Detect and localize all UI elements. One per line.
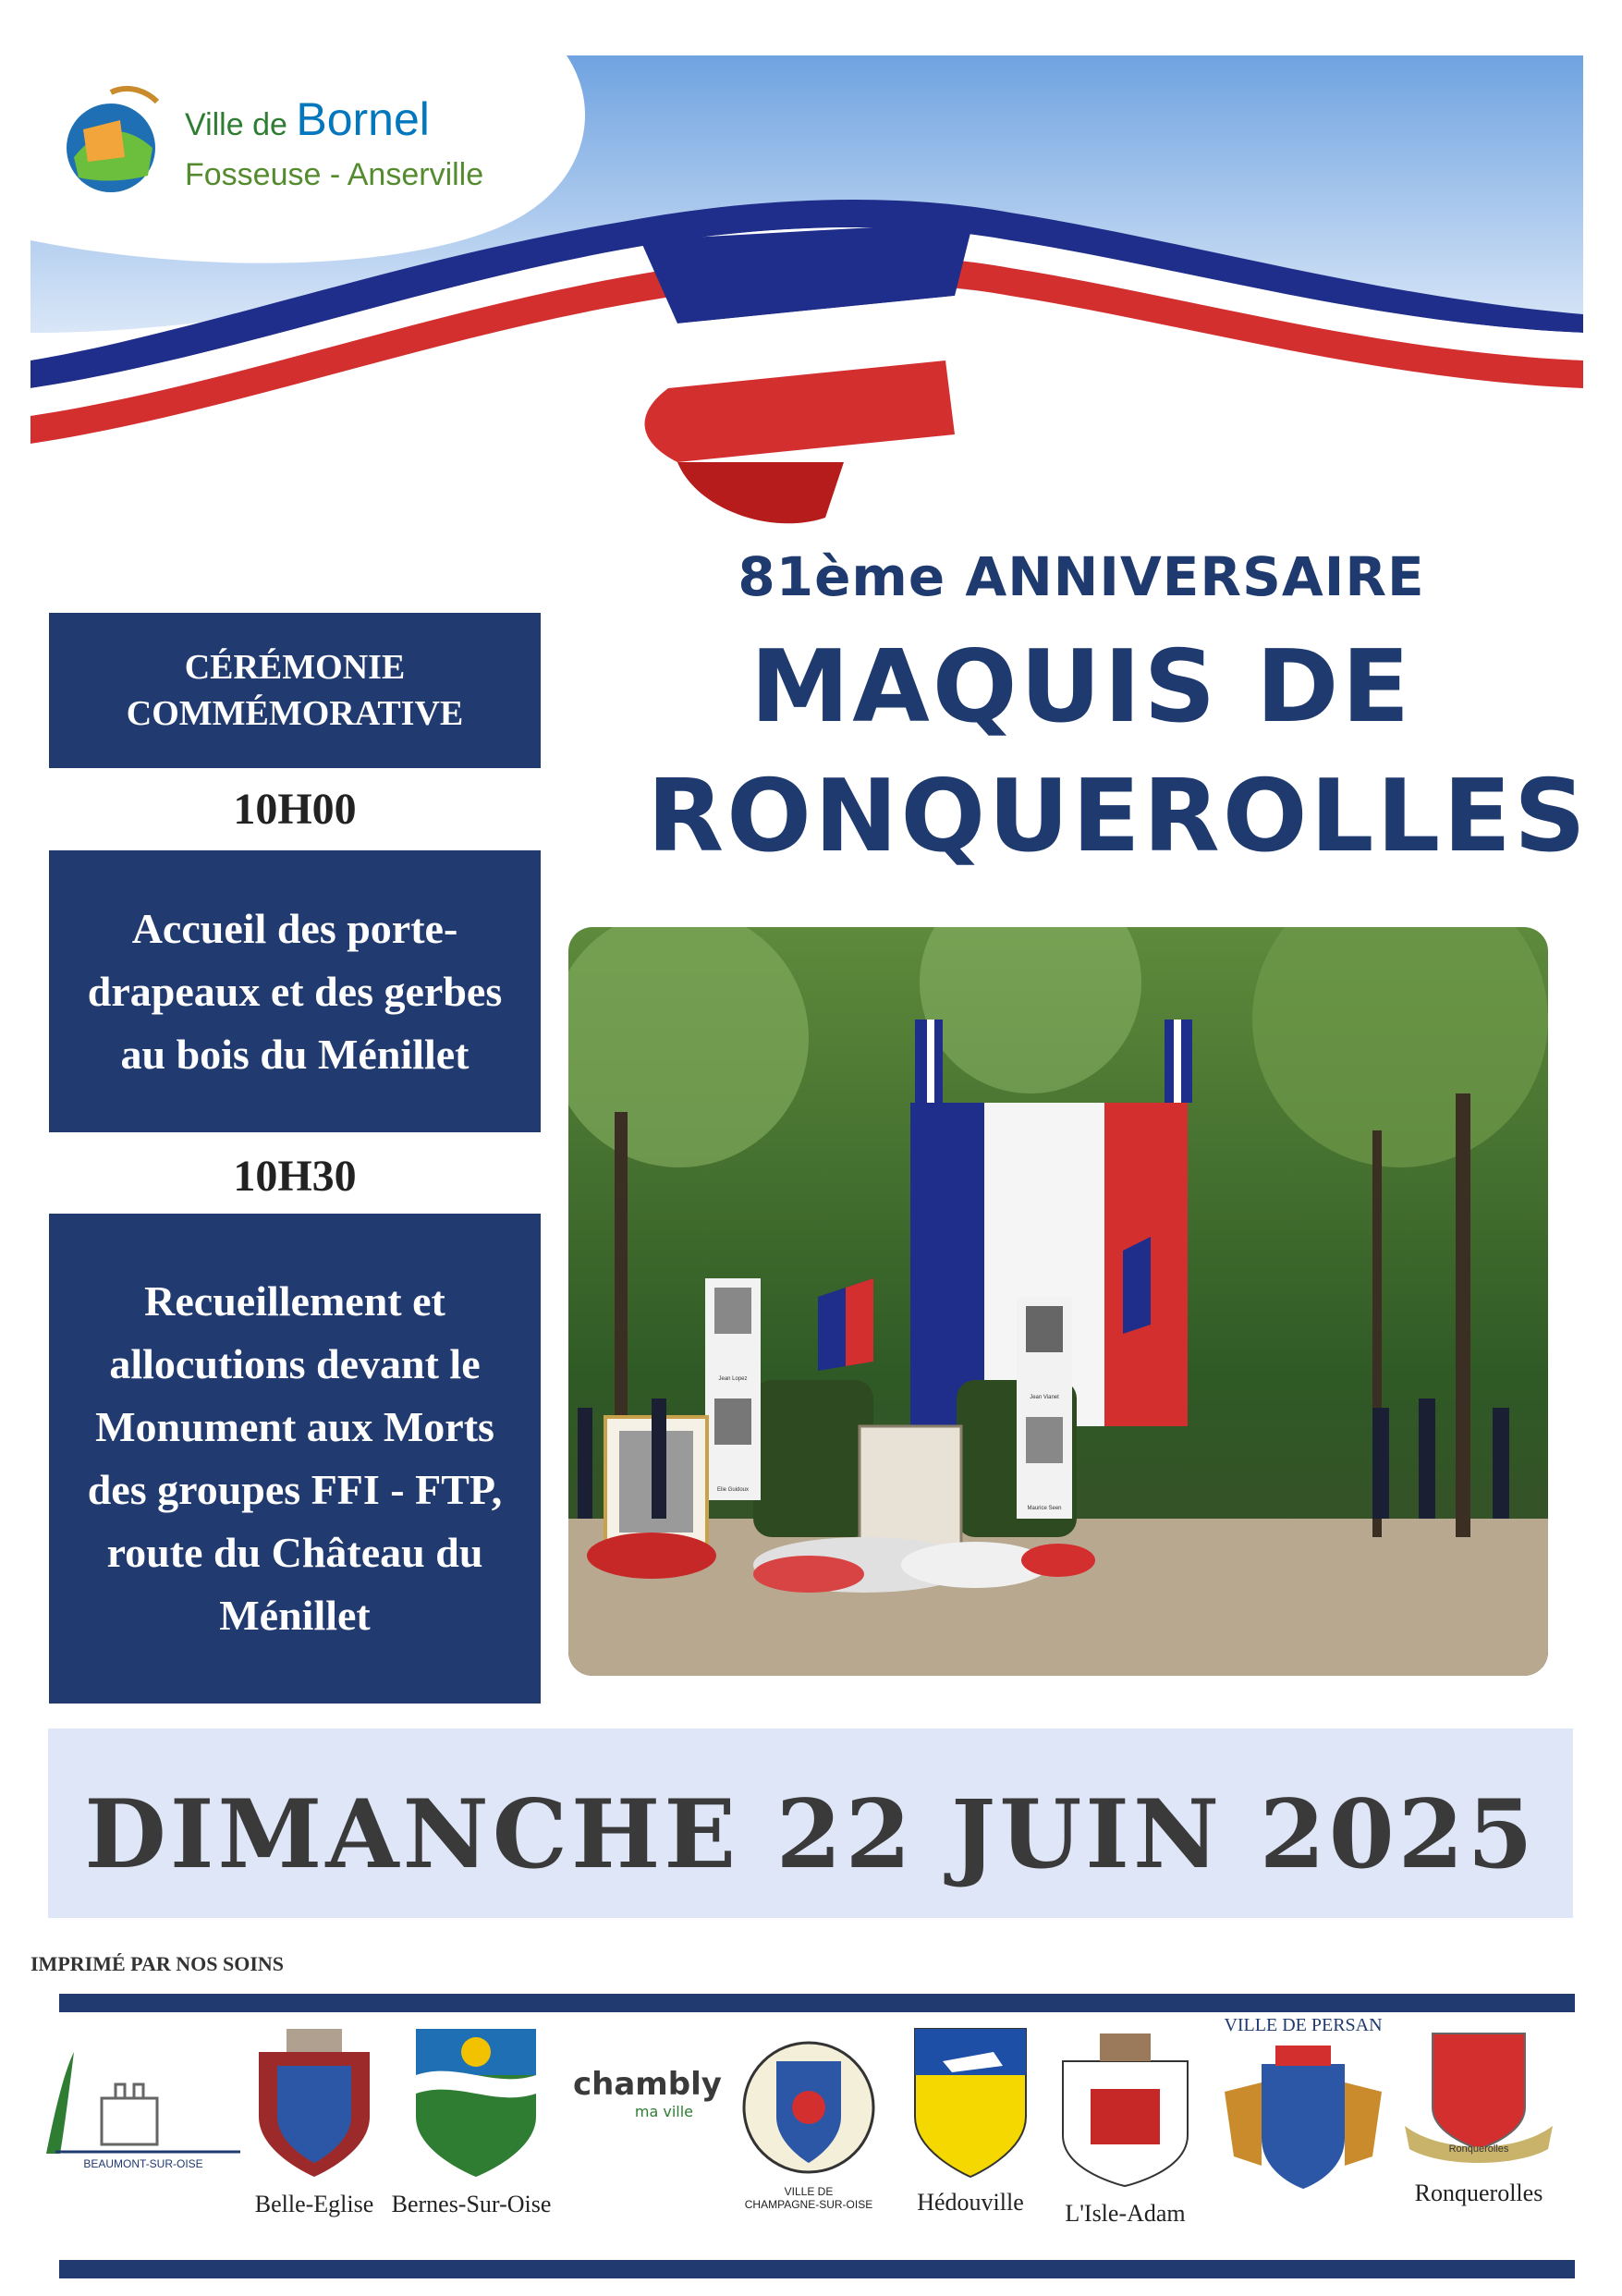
sponsor-chambly: [573, 2066, 722, 2140]
sponsor-champagne: [730, 2033, 887, 2237]
bornel-emblem-icon: [46, 74, 176, 203]
logo-town-name: Bornel: [296, 93, 430, 145]
champagne-crest-icon: [730, 2033, 887, 2181]
belle-eglise-label: Belle-Eglise: [254, 2191, 374, 2217]
logo-subtitle: Fosseuse - Anserville: [185, 157, 484, 192]
sponsor-persan: [1215, 2015, 1391, 2228]
persan-label: VILLE DE PERSAN: [1224, 2015, 1383, 2035]
chambly-logo-text: chambly: [573, 2066, 722, 2103]
anniversary-title: 81ème ANNIVERSAIRE: [738, 545, 1425, 608]
sponsor-belle-eglise: [245, 2024, 384, 2237]
portrait-caption-1: Jean Lopez: [718, 1376, 748, 1382]
portrait-caption-4: Maurice Seen: [1027, 1506, 1062, 1511]
portrait-caption-3: Jean Vianet: [1030, 1395, 1059, 1400]
time-first: 10H00: [233, 785, 357, 834]
time-second: 10H30: [233, 1152, 357, 1201]
ceremony-heading-box: [49, 613, 541, 768]
ronquerolles-ribbon-text: Ronquerolles: [1448, 2143, 1509, 2155]
event-recueillement-box: [49, 1214, 541, 1704]
chambly-logo-sub: ma ville: [634, 2103, 693, 2120]
divider-top: [59, 1994, 1575, 2012]
hedouville-label: Hédouville: [917, 2189, 1024, 2216]
drape-blue: [910, 1103, 984, 1426]
event-recueillement-text: Recueillement et allocutions devant le Monument aux Morts des groupes FFI - FTP, route du Château du Ménillet: [87, 1277, 503, 1639]
beaumont-label: BEAUMONT-SUR-OISE: [83, 2157, 203, 2170]
event-accueil-box: [49, 850, 541, 1132]
sponsor-ronquerolles: [1396, 2024, 1562, 2237]
beaumont-logo-icon: [28, 2033, 250, 2163]
event-date: DIMANCHE 22 JUIN 2025: [84, 1779, 1537, 1890]
isle-adam-label: L'Isle-Adam: [1065, 2200, 1186, 2227]
main-title-line1: MAQUIS DE: [750, 629, 1413, 745]
champagne-label-2: CHAMPAGNE-SUR-OISE: [744, 2198, 873, 2211]
logo-prefix: Ville de: [185, 107, 297, 142]
ronquerolles-crest-icon: [1396, 2024, 1562, 2163]
bernes-label: Bernes-Sur-Oise: [391, 2191, 552, 2217]
sponsor-hedouville: [901, 2024, 1040, 2237]
belle-eglise-crest-icon: [245, 2024, 384, 2181]
event-accueil-text: Accueil des porte-drapeaux et des gerbes au bois du Ménillet: [87, 904, 503, 1078]
champagne-label-1: VILLE DE: [784, 2185, 834, 2198]
ceremony-heading-line1: CÉRÉMONIE: [184, 648, 406, 687]
isle-adam-crest-icon: [1044, 2024, 1206, 2191]
sponsor-bernes: [379, 2024, 564, 2237]
sponsor-isle-adam: [1044, 2024, 1206, 2246]
ronquerolles-label: Ronquerolles: [1414, 2180, 1543, 2206]
main-title-line2: RONQUEROLLES: [647, 759, 1589, 874]
divider-bottom: [59, 2260, 1575, 2278]
monument-plaque: [860, 1426, 961, 1546]
persan-crest-icon: [1215, 2036, 1391, 2203]
portrait-caption-2: Elie Guidoux: [716, 1487, 750, 1493]
hedouville-crest-icon: [901, 2024, 1040, 2181]
bernes-crest-icon: [402, 2024, 587, 2181]
sponsor-beaumont: [28, 2033, 250, 2181]
ceremony-heading-line2: COMMÉMORATIVE: [126, 694, 464, 733]
town-logo: [28, 37, 591, 222]
printed-by-note: IMPRIMÉ PAR NOS SOINS: [30, 1952, 285, 1975]
memorial-photo: [568, 927, 1548, 1676]
